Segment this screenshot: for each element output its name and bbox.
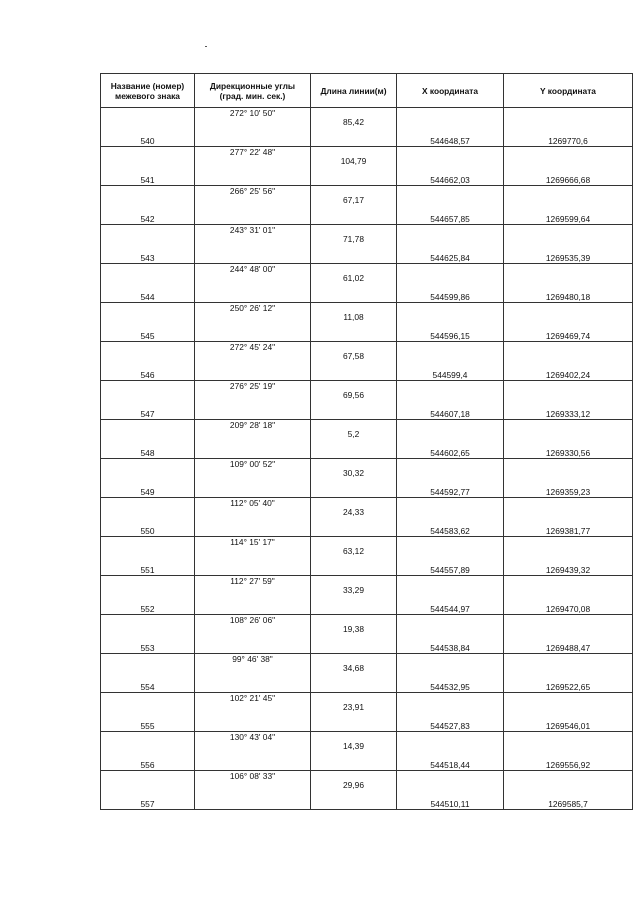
header-line-length: Длина линии(м) (311, 74, 397, 108)
direction-angle-cell: 272° 45' 24" (195, 342, 311, 362)
empty-cell (311, 790, 397, 810)
empty-cell (101, 732, 195, 752)
direction-angle-cell: 244° 48' 00" (195, 264, 311, 284)
y-coordinate-cell: 1269599,64 (504, 205, 633, 225)
direction-angle-cell: 130° 43' 04" (195, 732, 311, 752)
x-coordinate-cell: 544657,85 (397, 205, 504, 225)
segment-row (101, 225, 633, 245)
empty-cell (311, 556, 397, 576)
y-coordinate-cell: 1269470,08 (504, 595, 633, 615)
point-row (101, 361, 633, 381)
line-length-cell: 69,56 (311, 381, 397, 401)
y-coordinate-cell: 1269666,68 (504, 166, 633, 186)
empty-cell (397, 186, 504, 206)
y-coordinate-cell: 1269330,56 (504, 439, 633, 459)
empty-cell (101, 537, 195, 557)
empty-cell (397, 615, 504, 635)
empty-cell (397, 108, 504, 128)
empty-cell (504, 537, 633, 557)
point-row (101, 283, 633, 303)
empty-cell (397, 147, 504, 167)
empty-cell (101, 498, 195, 518)
segment-row (101, 381, 633, 401)
empty-cell (101, 654, 195, 674)
segment-row (101, 498, 633, 518)
empty-cell (504, 498, 633, 518)
point-row (101, 205, 633, 225)
line-length-cell: 30,32 (311, 459, 397, 479)
line-length-cell: 67,58 (311, 342, 397, 362)
empty-cell (504, 225, 633, 245)
y-coordinate-cell: 1269439,32 (504, 556, 633, 576)
x-coordinate-cell: 544602,65 (397, 439, 504, 459)
empty-cell (101, 303, 195, 323)
segment-row (101, 732, 633, 752)
x-coordinate-cell: 544532,95 (397, 673, 504, 693)
x-coordinate-cell: 544592,77 (397, 478, 504, 498)
table-body (101, 108, 633, 810)
y-coordinate-cell: 1269333,12 (504, 400, 633, 420)
segment-row (101, 576, 633, 596)
mark-name-cell: 548 (101, 439, 195, 459)
direction-angle-cell: 266° 25' 56" (195, 186, 311, 206)
segment-row (101, 342, 633, 362)
empty-cell (195, 244, 311, 264)
point-row (101, 127, 633, 147)
empty-cell (101, 771, 195, 791)
boundary-coordinates-table (100, 73, 633, 810)
mark-name-cell: 540 (101, 127, 195, 147)
empty-cell (504, 771, 633, 791)
mark-name-cell: 547 (101, 400, 195, 420)
empty-cell (195, 634, 311, 654)
scan-speck (205, 46, 207, 47)
empty-cell (195, 205, 311, 225)
direction-angle-cell: 276° 25' 19" (195, 381, 311, 401)
empty-cell (397, 303, 504, 323)
direction-angle-cell: 209° 28' 18" (195, 420, 311, 440)
line-length-cell: 24,33 (311, 498, 397, 518)
empty-cell (504, 576, 633, 596)
line-length-cell: 5,2 (311, 420, 397, 440)
x-coordinate-cell: 544599,86 (397, 283, 504, 303)
empty-cell (101, 186, 195, 206)
mark-name-cell: 545 (101, 322, 195, 342)
x-coordinate-cell: 544648,57 (397, 127, 504, 147)
mark-name-cell: 551 (101, 556, 195, 576)
y-coordinate-cell: 1269359,23 (504, 478, 633, 498)
point-row (101, 595, 633, 615)
empty-cell (311, 439, 397, 459)
y-coordinate-cell: 1269556,92 (504, 751, 633, 771)
segment-row (101, 186, 633, 206)
direction-angle-cell: 112° 27' 59" (195, 576, 311, 596)
x-coordinate-cell: 544662,03 (397, 166, 504, 186)
point-row (101, 322, 633, 342)
empty-cell (311, 127, 397, 147)
segment-row (101, 693, 633, 713)
segment-row (101, 420, 633, 440)
point-row (101, 751, 633, 771)
empty-cell (504, 732, 633, 752)
header-mark-name: Название (номер) межевого знака (101, 74, 195, 108)
segment-row (101, 108, 633, 128)
mark-name-cell: 555 (101, 712, 195, 732)
empty-cell (311, 166, 397, 186)
empty-cell (397, 537, 504, 557)
segment-row (101, 771, 633, 791)
empty-cell (504, 264, 633, 284)
empty-cell (195, 751, 311, 771)
empty-cell (311, 283, 397, 303)
mark-name-cell: 546 (101, 361, 195, 381)
point-row (101, 400, 633, 420)
empty-cell (397, 771, 504, 791)
point-row (101, 712, 633, 732)
empty-cell (195, 166, 311, 186)
line-length-cell: 104,79 (311, 147, 397, 167)
x-coordinate-cell: 544557,89 (397, 556, 504, 576)
empty-cell (195, 790, 311, 810)
line-length-cell: 29,96 (311, 771, 397, 791)
empty-cell (504, 420, 633, 440)
header-x-coordinate: X координата (397, 74, 504, 108)
empty-cell (504, 342, 633, 362)
empty-cell (504, 693, 633, 713)
segment-row (101, 147, 633, 167)
empty-cell (101, 615, 195, 635)
empty-cell (504, 381, 633, 401)
empty-cell (397, 342, 504, 362)
empty-cell (311, 478, 397, 498)
empty-cell (397, 654, 504, 674)
mark-name-cell: 557 (101, 790, 195, 810)
y-coordinate-cell: 1269535,39 (504, 244, 633, 264)
empty-cell (195, 127, 311, 147)
empty-cell (195, 400, 311, 420)
empty-cell (311, 634, 397, 654)
empty-cell (311, 595, 397, 615)
empty-cell (311, 673, 397, 693)
empty-cell (195, 595, 311, 615)
line-length-cell: 85,42 (311, 108, 397, 128)
empty-cell (504, 147, 633, 167)
point-row (101, 517, 633, 537)
direction-angle-cell: 106° 08' 33" (195, 771, 311, 791)
line-length-cell: 14,39 (311, 732, 397, 752)
x-coordinate-cell: 544510,11 (397, 790, 504, 810)
mark-name-cell: 543 (101, 244, 195, 264)
line-length-cell: 19,38 (311, 615, 397, 635)
y-coordinate-cell: 1269585,7 (504, 790, 633, 810)
empty-cell (397, 264, 504, 284)
line-length-cell: 33,29 (311, 576, 397, 596)
y-coordinate-cell: 1269381,77 (504, 517, 633, 537)
direction-angle-cell: 250° 26' 12" (195, 303, 311, 323)
empty-cell (397, 459, 504, 479)
line-length-cell: 11,08 (311, 303, 397, 323)
empty-cell (397, 732, 504, 752)
y-coordinate-cell: 1269522,65 (504, 673, 633, 693)
empty-cell (195, 439, 311, 459)
empty-cell (195, 322, 311, 342)
empty-cell (101, 108, 195, 128)
segment-row (101, 303, 633, 323)
empty-cell (311, 244, 397, 264)
y-coordinate-cell: 1269546,01 (504, 712, 633, 732)
empty-cell (397, 576, 504, 596)
empty-cell (504, 186, 633, 206)
empty-cell (311, 712, 397, 732)
header-y-coordinate: Y координата (504, 74, 633, 108)
direction-angle-cell: 102° 21' 45" (195, 693, 311, 713)
empty-cell (311, 322, 397, 342)
segment-row (101, 654, 633, 674)
x-coordinate-cell: 544596,15 (397, 322, 504, 342)
header-row (101, 74, 633, 108)
empty-cell (504, 459, 633, 479)
direction-angle-cell: 109° 00' 52" (195, 459, 311, 479)
empty-cell (311, 751, 397, 771)
x-coordinate-cell: 544599,4 (397, 361, 504, 381)
empty-cell (195, 361, 311, 381)
point-row (101, 439, 633, 459)
empty-cell (101, 576, 195, 596)
segment-row (101, 264, 633, 284)
empty-cell (311, 205, 397, 225)
empty-cell (311, 400, 397, 420)
y-coordinate-cell: 1269488,47 (504, 634, 633, 654)
empty-cell (504, 303, 633, 323)
point-row (101, 166, 633, 186)
x-coordinate-cell: 544544,97 (397, 595, 504, 615)
empty-cell (195, 478, 311, 498)
point-row (101, 790, 633, 810)
point-row (101, 556, 633, 576)
empty-cell (101, 225, 195, 245)
empty-cell (311, 517, 397, 537)
empty-cell (101, 147, 195, 167)
point-row (101, 673, 633, 693)
mark-name-cell: 554 (101, 673, 195, 693)
y-coordinate-cell: 1269469,74 (504, 322, 633, 342)
table-header (101, 74, 633, 108)
empty-cell (397, 225, 504, 245)
segment-row (101, 615, 633, 635)
empty-cell (397, 498, 504, 518)
x-coordinate-cell: 544583,62 (397, 517, 504, 537)
mark-name-cell: 553 (101, 634, 195, 654)
empty-cell (504, 108, 633, 128)
empty-cell (101, 459, 195, 479)
line-length-cell: 63,12 (311, 537, 397, 557)
mark-name-cell: 544 (101, 283, 195, 303)
empty-cell (101, 342, 195, 362)
mark-name-cell: 550 (101, 517, 195, 537)
mark-name-cell: 549 (101, 478, 195, 498)
empty-cell (101, 264, 195, 284)
y-coordinate-cell: 1269770,6 (504, 127, 633, 147)
line-length-cell: 67,17 (311, 186, 397, 206)
mark-name-cell: 542 (101, 205, 195, 225)
x-coordinate-cell: 544607,18 (397, 400, 504, 420)
x-coordinate-cell: 544527,83 (397, 712, 504, 732)
empty-cell (101, 381, 195, 401)
empty-cell (311, 361, 397, 381)
point-row (101, 244, 633, 264)
mark-name-cell: 552 (101, 595, 195, 615)
direction-angle-cell: 108° 26' 06" (195, 615, 311, 635)
direction-angle-cell: 99° 46' 38" (195, 654, 311, 674)
y-coordinate-cell: 1269402,24 (504, 361, 633, 381)
empty-cell (101, 420, 195, 440)
empty-cell (504, 654, 633, 674)
mark-name-cell: 556 (101, 751, 195, 771)
header-direction-angle: Дирекционные углы (град. мин. сек.) (195, 74, 311, 108)
segment-row (101, 459, 633, 479)
direction-angle-cell: 243° 31' 01" (195, 225, 311, 245)
line-length-cell: 34,68 (311, 654, 397, 674)
empty-cell (195, 556, 311, 576)
empty-cell (101, 693, 195, 713)
line-length-cell: 23,91 (311, 693, 397, 713)
direction-angle-cell: 272° 10' 50" (195, 108, 311, 128)
point-row (101, 634, 633, 654)
x-coordinate-cell: 544538,84 (397, 634, 504, 654)
empty-cell (195, 517, 311, 537)
empty-cell (397, 693, 504, 713)
empty-cell (504, 615, 633, 635)
line-length-cell: 71,78 (311, 225, 397, 245)
mark-name-cell: 541 (101, 166, 195, 186)
empty-cell (397, 420, 504, 440)
segment-row (101, 537, 633, 557)
empty-cell (195, 283, 311, 303)
direction-angle-cell: 277° 22' 48" (195, 147, 311, 167)
direction-angle-cell: 112° 05' 40" (195, 498, 311, 518)
line-length-cell: 61,02 (311, 264, 397, 284)
empty-cell (195, 673, 311, 693)
empty-cell (195, 712, 311, 732)
x-coordinate-cell: 544518,44 (397, 751, 504, 771)
empty-cell (397, 381, 504, 401)
point-row (101, 478, 633, 498)
x-coordinate-cell: 544625,84 (397, 244, 504, 264)
y-coordinate-cell: 1269480,18 (504, 283, 633, 303)
direction-angle-cell: 114° 15' 17" (195, 537, 311, 557)
